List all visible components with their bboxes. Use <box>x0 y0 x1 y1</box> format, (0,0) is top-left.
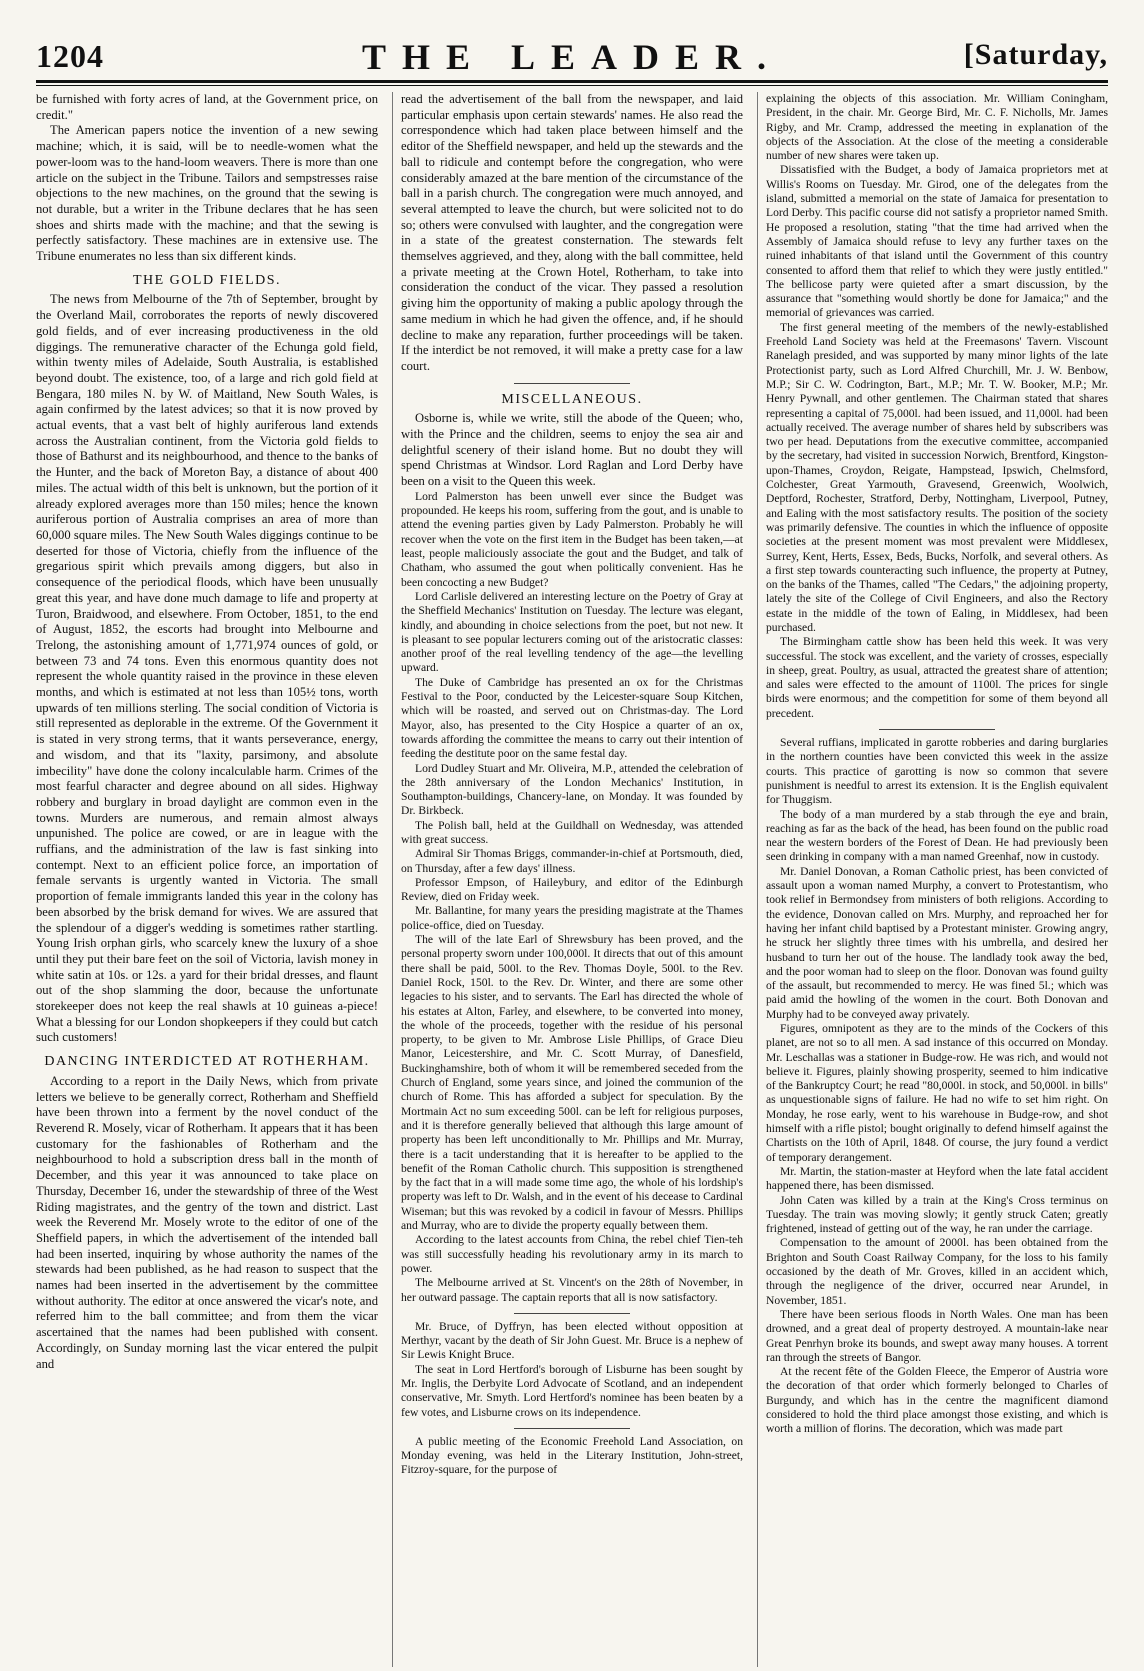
paragraph: Lord Dudley Stuart and Mr. Oliveira, M.P., attended the celebration of the 28th anniversary of the London Mechanics' Institution, in Southampton-buildings, Chancery-lane, on Monday. It was founded by Dr. Birkbeck. <box>401 761 743 818</box>
paragraph: Several ruffians, implicated in garotte robberies and daring burglaries in the northern counties have been convicted this week in the assize courts. This practice of garotting is now so common that severe punishment is needful to arrest its extension. It is the English equivalent for Thuggism. <box>766 736 1108 807</box>
paragraph: Lord Carlisle delivered an interesting lecture on the Poetry of Gray at the Sheffield Mechanics' Institution on Tuesday. The lecture was elegant, kindly, and abounding in choice selections from the poet, but not new. It is pleasant to see popular lecturers coming out of the aristocratic classes: another proof of the real levelling tendency of the age—the levelling upward. <box>401 589 743 675</box>
paragraph: Professor Empson, of Haileybury, and editor of the Edinburgh Review, died on Friday week. <box>401 875 743 904</box>
paragraph: The news from Melbourne of the 7th of September, brought by the Overland Mail, corroborates the reports of newly discovered gold fields, and of ever increasing productiveness in the old diggings. The remunerative character of the Echunga gold field, within twenty miles of Adelaide, South Australia, is established beyond doubt. The existence, too, of a large and rich gold field at Bengara, 180 miles N. by W. of Maitland, New South Wales, is again confirmed by the latest advices; so that it is now proved by actual events, that a vast belt of highly auriferous land extends across the Australian continent, from the Victoria gold fields to those of Bathurst and its neighbourhood, and thence to the banks of the Hunter, and the back of Moreton Bay, a distance of about 400 miles. The actual width of this belt is unknown, but the portion of it already explored averages more than 150 miles; hence the known auriferous portion of Australia comprises an area of more than 60,000 square miles. The New South Wales diggings continue to be deserted for those of Victoria, chiefly from the influence of the gregarious spirit which prevails among diggers, but also in consequence of the periodical floods, which have been unusually great this year, and have done much damage to life and property at Turon, Braidwood, and elsewhere. From October, 1851, to the end of August, 1852, the escorts had brought into Melbourne and Trelong, the astonishing amount of 1,771,974 ounces of gold, or between 73 and 74 tons. Even this enormous quantity does not represent the whole quantity raised in the province in these eleven months, and which is estimated at not less than 105½ tons, worth upwards of ten millions sterling. The social condition of Victoria is still represented as deplorable in the extreme. Of the Government it is stated in very strong terms, that it wants perseverance, energy, and wisdom, and that its "laxity, parsimony, and absolute imbecility" have done the colony incalculable harm. Crimes of the most fearful character and degree abound on all sides. Highway robbery and burglary in broad daylight are common even in the towns. Murders are numerous, and remain almost always unpunished. The police are cowed, or are in league with the ruffians, and the administration of the law is fast sinking into contempt. Next to an efficient police force, an importation of female servants is urgently wanted in Victoria. The small proportion of female immigrants landed this year in the colony has been absorbed by the brisk demand for wives. We are assured that the splendour of a digger's wedding is sometimes rather startling. Young Irish orphan girls, who scarcely knew the luxury of a shoe until they put their bare feet on the soil of Victoria, lavish money in white satin at 10s. or 12s. a yard for their bridal dresses, and flaunt out of the shop slamming the door, because the unfortunate storekeeper does not keep the real shawls at 10 guineas a-piece! What a blessing for our London shopkeepers if they could but catch such customers! <box>36 292 378 1045</box>
paragraph: read the advertisement of the ball from the newspaper, and laid particular emphasis upon certain stewards' names. He also read the correspondence which had taken place between himself and the editor of the Sheffield newspaper, and held up the stewards and the ball to ridicule and contempt before the congregation, who were considerably amazed at the bare mention of the circumstance of the ball in a parish church. The congregation were much annoyed, and several attempted to leave the church, but were solicited not to do so; others were convulsed with laughter, and the congregation were in a state of the greatest consternation. The stewards felt themselves aggrieved, and they, along with the ball committee, held a private meeting at the Crown Hotel, Rotherham, to take into consideration the conduct of the vicar. They passed a resolution giving him the opportunity of making a public apology through the same medium in which he had given the offence, and, if he should decline to make any reparation, further proceedings will be taken. If the interdict be not removed, it will make a pretty case for a law court. <box>401 92 743 373</box>
paragraph: The will of the late Earl of Shrewsbury has been proved, and the personal property sworn under 100,000l. It directs that out of this amount there shall be paid, 500l. to the Rev. Thomas Doyle, 500l. to the Rev. Daniel Rock, 150l. to the Rev. Dr. Winter, and there are some other legacies to his sister, and to servants. The Earl has directed the whole of his estates at Alton, Farley, and elsewhere, to be converted into money, the whole of the proceeds, together with the residue of his personal property, to be given to Mr. Ambrose Lisle Phillips, of Grace Dieu Manor, Leicestershire, and Mr. C. Scott Murray, of Danesfield, Buckinghamshire, both of whom it will be remembered seceded from the Church of England, some years since, and joined the communion of the church of Rome. This has afforded a subject for speculation. By the Mortmain Act no sum exceeding 500l. can be left for religious purposes, and it is therefore generally believed that although this large amount of property has been left unconditionally to Mr. Phillips and Mr. Murray, there is a tacit understanding that it is hereafter to be applied to the benefit of the Roman Catholic church. This supposition is strengthened by the fact that in a will made some time ago, the whole of his lordship's property was left to Dr. Walsh, and in the event of his decease to Cardinal Wiseman; but this was revoked by a codicil in favour of Messrs. Phillips and Murray, who are to divide the property equally between them. <box>401 933 743 1233</box>
newspaper-title: THE LEADER. <box>361 37 783 77</box>
paragraph: A public meeting of the Economic Freehold Land Association, on Monday evening, was held in the Literary Institution, John-street, Fitzroy-square, for the purpose of <box>401 1434 743 1477</box>
section-heading-miscellaneous: MISCELLANEOUS. <box>501 391 643 407</box>
paragraph: Mr. Daniel Donovan, a Roman Catholic priest, has been convicted of assault upon a woman named Murphy, a convert to Protestantism, who took relief in Bermondsey from ministers of both religions. According to the evidence, Donovan called on Mrs. Murphy, and reproached her for having her infant child baptised by a Protestant minister. Growing angry, he struck her slightly three times with his umbrella, and desired her husband to turn her out of the house. The landlady took away the bed, and the poor woman had to sleep on the floor. Donovan was found guilty of the assault, but recommended to mercy. He was fined 5l.; which was paid amid the howling of the women in the court. Both Donovan and Murphy had to be conveyed away privately. <box>766 864 1108 1021</box>
masthead-rule <box>36 80 1108 83</box>
separator <box>879 729 995 730</box>
issue-day: [Saturday, <box>963 38 1108 71</box>
paragraph: Mr. Ballantine, for many years the presiding magistrate at the Thames police-office, died on Tuesday. <box>401 904 743 932</box>
small-type-block <box>766 92 1108 1437</box>
paragraph: Compensation to the amount of 2000l. has been obtained from the Brighton and South Coast Railway Company, for the loss to his family occasioned by the death of Mr. Groves, killed in an accident which, through the negligence of the driver, occurred near Arundel, in November, 1851. <box>766 1236 1108 1307</box>
paragraph: be furnished with forty acres of land, at the Government price, on credit." <box>36 92 378 122</box>
article-columns <box>36 92 1108 1667</box>
column-2 <box>392 92 743 1667</box>
paragraph: The Polish ball, held at the Guildhall on Wednesday, was attended with great success. <box>401 818 743 846</box>
paragraph: Dissatisfied with the Budget, a body of Jamaica proprietors met at Willis's Rooms on Tuesday. Mr. Girod, one of the delegates from the island, submitted a memorial on the state of Jamaica for presentation to Lord Derby. This pacific course did not satisfy a proprietor named Smith. He proposed a resolution, stating "that the time had arrived when the Assembly of Jamaica should refuse to levy any further taxes on the ruined inhabitants of that island until the Government of this country consented to afford them that relief to which they were justly entitled." The bellicose party were quieted after a smart discussion, by the assurance that "something would shortly be done for Jamaica;" and the memorial of grievances was carried. <box>766 163 1108 320</box>
paragraph: Mr. Bruce, of Dyffryn, has been elected without opposition at Merthyr, vacant by the death of Sir John Guest. Mr. Bruce is a nephew of Sir Lewis Knight Bruce. <box>401 1319 743 1362</box>
paragraph: Admiral Sir Thomas Briggs, commander-in-chief at Portsmouth, died, on Thursday, after a few days' illness. <box>401 847 743 875</box>
paragraph: Osborne is, while we write, still the abode of the Queen; who, with the Prince and the children, seems to enjoy the sea air and delightful scenery of their island home. But no doubt they will spend Christmas at Windsor. Lord Raglan and Lord Derby have been on a visit to the Queen this week. <box>401 411 743 489</box>
paragraph: The body of a man murdered by a stab through the eye and brain, reaching as far as the back of the head, has been found on the public road near the western borders of the Forest of Dean. He had previously been seen drinking in company with a man named Greenhaf, now in custody. <box>766 807 1108 864</box>
paragraph: At the recent fête of the Golden Fleece, the Emperor of Austria wore the decoration of that order which formerly belonged to Charles of Burgundy, and which has in the centre the magnificent diamond considered to hold the third place amongst those existing, and which is worth a million of florins. The decoration, which was made part <box>766 1365 1108 1436</box>
paragraph: The American papers notice the invention of a new sewing machine; which, it is said, will be to needle-women what the power-loom was to the hand-loom weavers. There is more than one article on the subject in the Tribune. Tailors and sempstresses raise objections to the new machines, on the ground that the sewing is not durable, but a writer in the Tribune declares that he has seen shoes and shirts made with the machine; and that the sewing is perfectly satisfactory. These machines are in extensive use. The Tribune enumerates no less than six different kinds. <box>36 123 378 264</box>
separator <box>514 383 630 384</box>
masthead <box>36 30 1108 77</box>
paragraph: The Birmingham cattle show has been held this week. It was very successful. The stock was excellent, and the variety of crosses, especially in sheep, great. Poultry, as usual, attracted the greatest share of attention; and sales were effected to the amount of 1100l. The prices for single birds were enormous; and the competition for some of them beyond all precedent. <box>766 635 1108 720</box>
paragraph: John Caten was killed by a train at the King's Cross terminus on Tuesday. The train was moving slowly; it gently struck Caten; greatly frightened, instead of getting out of the way, he ran under the carriage. <box>766 1193 1108 1236</box>
paragraph: Mr. Martin, the station-master at Heyford when the late fatal accident happened there, has been dismissed. <box>766 1164 1108 1193</box>
paragraph: There have been serious floods in North Wales. One man has been drowned, and a great deal of property destroyed. A mountain-lake near Great Penrhyn broke its bounds, and swept away many houses. A torrent ran through the streets of Bangor. <box>766 1307 1108 1364</box>
paragraph: The Melbourne arrived at St. Vincent's on the 28th of November, in her outward passage. The captain reports that all is now satisfactory. <box>401 1276 743 1304</box>
section-heading-dancing-interdicted: DANCING INTERDICTED AT ROTHERHAM. <box>44 1054 370 1070</box>
page-number: 1204 <box>36 38 104 74</box>
section-heading-gold-fields: THE GOLD FIELDS. <box>132 272 282 288</box>
paragraph: Figures, omnipotent as they are to the minds of the Cockers of this planet, are not so to all men. A sad instance of this occurred on Monday. Mr. Leschallas was a stationer in Budge-row. He was rich, and would not believe it. Figures, plainly showing prosperity, seemed to him indicative of the Bankruptcy Court; he read "80,000l. in stock, and 50,000l. in bills" as unquestionable signs of failure. He had no wife to set him right. On Monday, he rose early, went to his warehouse in Budge-row, and shot himself with a rifle pistol; bought originally to defend himself against the Chartists on the 10th of April, 1848. Of course, the jury found a verdict of temporary derangement. <box>766 1022 1108 1164</box>
column-1 <box>36 92 378 1667</box>
paragraph: Lord Palmerston has been unwell ever since the Budget was propounded. He keeps his room, suffering from the gout, and is unable to attend the evening parties given by Lady Palmerston. Probably he will recover when the vote on the first item in the Budget has been taken,—at least, people maliciously associate the gout and the Budget, and talk of Chatham, who assumed the gout when politically convenient. Has he been concocting a new Budget? <box>401 489 743 589</box>
separator <box>514 1313 630 1314</box>
paragraph: explaining the objects of this association. Mr. William Coningham, President, in the chair. Mr. George Bird, Mr. C. F. Nicholls, Mr. James Rigby, and Mr. Cramp, addressed the meeting in explanation of the objects of the Association. At the close of the meeting a considerable number of new shares were taken up. <box>766 92 1108 163</box>
paragraph: The seat in Lord Hertford's borough of Lisburne has been sought by Mr. Inglis, the Derbyite Lord Advocate of Scotland, and an independent conservative, Mr. Smyth. Lord Hertford's nominee has been beaten by a few votes, and Lisburne crows on its independence. <box>401 1362 743 1419</box>
paragraph: The Duke of Cambridge has presented an ox for the Christmas Festival to the Poor, conducted by the Leicester-square Soup Kitchen, which will be roasted, and served out on Christmas-day. The Lord Mayor, also, has presented to the City Hospice a quarter of an ox, towards affording the committee the means to carry out their intention of feeding the destitute poor on the same festal day. <box>401 675 743 761</box>
masthead-rule-thin <box>36 85 1108 86</box>
column-3 <box>757 92 1108 1667</box>
paragraph: The first general meeting of the members of the newly-established Freehold Land Society was held at the Freemasons' Tavern. Viscount Ranelagh presided, and was supported by many minor lights of the late Protectionist party, such as Lord Alfred Churchill, Mr. J. W. Benbow, M.P.; Sir C. W. Codrington, Bart., M.P.; Mr. T. W. Booker, M.P.; Mr. Henry Pywnall, and other gentlemen. The Chairman stated that shares representing a capital of 75,000l. had been issued, and 11,000l. had been actually received. The average number of shares held by subscribers was two per head. Deputations from the executive committee, accompanied by the secretary, had visited in succession Norwich, Brentford, Kingston-upon-Thames, Croydon, Reigate, Hampstead, Ipswich, Chelmsford, Colchester, Great Yarmouth, Gravesend, Greenwich, Woolwich, Deptford, Rochester, Stratford, Derby, Nottingham, Liverpool, Putney, and Ealing with the most satisfactory results. The position of the society was primarily defensive. The counties in which the influence of opposite societies at the present moment was most prevalent were Middlesex, Surrey, Kent, Herts, Essex, Beds, Bucks, Norfolk, and several others. As a first step towards counteracting such influence, the property at Putney, on the banks of the Thames, called "The Cedars," the adjoining property, lately the site of the College of Civil Engineers, and also the Rectory estate in the middle of the town of Ealing, in Middlesex, had been purchased. <box>766 320 1108 634</box>
paragraph: According to a report in the Daily News, which from private letters we believe to be generally correct, Rotherham and Sheffield have been thrown into a ferment by the novel conduct of the Reverend R. Mosely, vicar of Rotherham. It appears that it has been customary for the fashionables of Rotherham and the neighbourhood to hold a subscription dress ball in the month of December, and this year it was announced to take place on Thursday, December 16, under the stewardship of three of the West Riding magistrates, and the gentry of the town and district. Last week the Reverend Mr. Mosely wrote to the editor of one of the Sheffield papers, in which the advertisement of the intended ball had been inserted, inquiring by whose authority the names of the stewards had been published, as he had reason to suspect that the names had been inserted in the advertisement by the committee without authority. The editor at once answered the vicar's note, and referred him to the ball committee; and from them the vicar ascertained that the names had been published with consent. Accordingly, on Sunday morning last the vicar entered the pulpit and <box>36 1073 378 1371</box>
paragraph: According to the latest accounts from China, the rebel chief Tien-teh was still successfully heading his revolutionary army in its march to power. <box>401 1233 743 1275</box>
small-type-block <box>401 490 743 1478</box>
separator <box>514 1428 630 1429</box>
